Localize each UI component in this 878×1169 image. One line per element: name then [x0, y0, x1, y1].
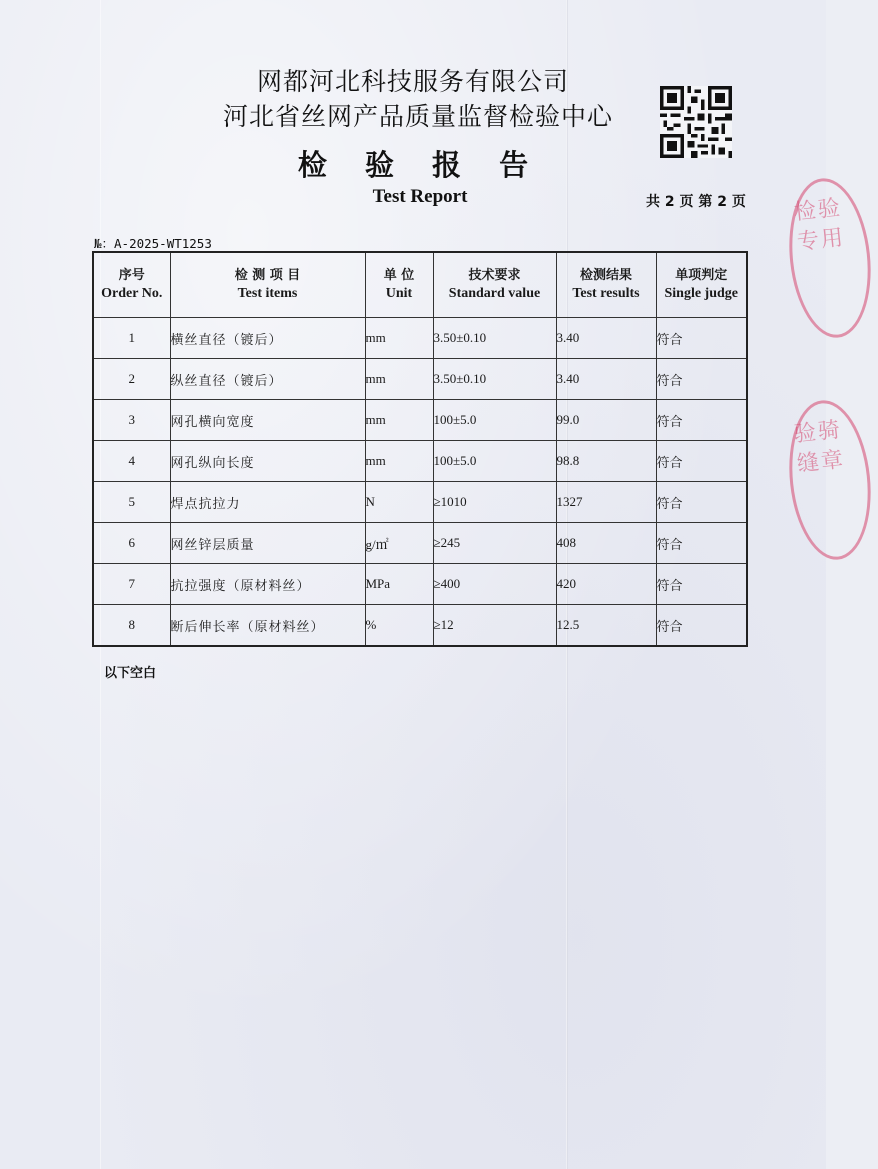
test-results-table: [92, 251, 748, 647]
cell-test-item: 横丝直径（镀后）: [170, 318, 365, 359]
cell-test-result: 408: [556, 523, 656, 564]
cell-standard-value: 3.50±0.10: [433, 359, 556, 400]
cell-test-result: 1327: [556, 482, 656, 523]
cell-test-item: 抗拉强度（原材料丝）: [170, 564, 365, 605]
table-row: [93, 318, 747, 359]
cell-test-item: 网孔横向宽度: [170, 400, 365, 441]
cell-test-result: 420: [556, 564, 656, 605]
cell-test-item: 网孔纵向长度: [170, 441, 365, 482]
cell-test-item: 焊点抗拉力: [170, 482, 365, 523]
cell-test-item: 网丝锌层质量: [170, 523, 365, 564]
column-header-zh: 检 测 项 目: [234, 268, 301, 283]
cell-order-no: 3: [93, 400, 170, 441]
cell-standard-value: ≥1010: [433, 482, 556, 523]
column-header-zh: 序号: [118, 268, 145, 283]
cell-single-judge: 符合: [656, 564, 747, 605]
report-title: 检 验 报 告: [297, 148, 543, 182]
column-header-zh: 技术要求: [468, 268, 521, 283]
cell-standard-value: 100±5.0: [433, 441, 556, 482]
cell-test-item: 断后伸长率（原材料丝）: [170, 605, 365, 647]
cell-single-judge: 符合: [656, 523, 747, 564]
cell-test-item: 纵丝直径（镀后）: [170, 359, 365, 400]
cell-standard-value: 100±5.0: [433, 400, 556, 441]
column-header-en: Test results: [572, 286, 640, 301]
column-header-zh: 检测结果: [579, 268, 632, 283]
report-title-en: Test Report: [372, 186, 468, 207]
cell-order-no: 7: [93, 564, 170, 605]
cell-test-result: 3.40: [556, 359, 656, 400]
cell-test-result: 3.40: [556, 318, 656, 359]
cell-unit: MPa: [365, 564, 433, 605]
cell-unit: mm: [365, 359, 433, 400]
cell-test-result: 99.0: [556, 400, 656, 441]
table-row: [93, 441, 747, 482]
cell-single-judge: 符合: [656, 605, 747, 647]
cell-standard-value: ≥12: [433, 605, 556, 647]
cell-standard-value: ≥245: [433, 523, 556, 564]
column-header-en: Unit: [385, 286, 413, 301]
cell-order-no: 6: [93, 523, 170, 564]
column-header-test-items: [170, 252, 365, 318]
red-seal-stamp: 验骑缝章: [782, 396, 878, 563]
column-header-standard-value: [433, 252, 556, 318]
column-header-en: Test items: [237, 286, 298, 301]
table-header-row: [93, 252, 747, 318]
qr-code-icon[interactable]: [660, 86, 732, 158]
cell-standard-value: 3.50±0.10: [433, 318, 556, 359]
table-row: [93, 523, 747, 564]
cell-single-judge: 符合: [656, 441, 747, 482]
cell-order-no: 8: [93, 605, 170, 647]
cell-order-no: 4: [93, 441, 170, 482]
cell-standard-value: ≥400: [433, 564, 556, 605]
column-header-en: Standard value: [448, 286, 541, 301]
red-seal-stamp: 检验专用: [782, 174, 878, 341]
cell-unit: %: [365, 605, 433, 647]
cell-unit: mm: [365, 318, 433, 359]
cell-single-judge: 符合: [656, 318, 747, 359]
cell-unit: mm: [365, 400, 433, 441]
column-header-en: Order No.: [101, 286, 163, 301]
table-row: [93, 605, 747, 647]
company-name: 网都河北科技服务有限公司: [256, 67, 569, 96]
column-header-en: Single judge: [664, 286, 738, 301]
cell-order-no: 2: [93, 359, 170, 400]
cell-test-result: 12.5: [556, 605, 656, 647]
table-row: [93, 359, 747, 400]
column-header-unit: [365, 252, 433, 318]
cell-unit: N: [365, 482, 433, 523]
cell-order-no: 1: [93, 318, 170, 359]
column-header-zh: 单 位: [383, 268, 415, 283]
table-row: [93, 482, 747, 523]
cell-single-judge: 符合: [656, 482, 747, 523]
table-row: [93, 564, 747, 605]
column-header-test-results: [556, 252, 656, 318]
table-row: [93, 400, 747, 441]
cell-order-no: 5: [93, 482, 170, 523]
blank-below-note: 以下空白: [104, 666, 157, 681]
column-header-single-judge: [656, 252, 747, 318]
cell-unit: g/㎡: [365, 523, 433, 564]
cell-single-judge: 符合: [656, 400, 747, 441]
page-info: 共 2 页 第 2 页: [646, 194, 746, 210]
cell-single-judge: 符合: [656, 359, 747, 400]
cell-unit: mm: [365, 441, 433, 482]
inspection-center-name: 河北省丝网产品质量监督检验中心: [222, 102, 613, 131]
column-header-order-no: [93, 252, 170, 318]
column-header-zh: 单项判定: [675, 268, 728, 283]
report-number: №：A-2025-WT1253: [94, 236, 212, 251]
cell-test-result: 98.8: [556, 441, 656, 482]
